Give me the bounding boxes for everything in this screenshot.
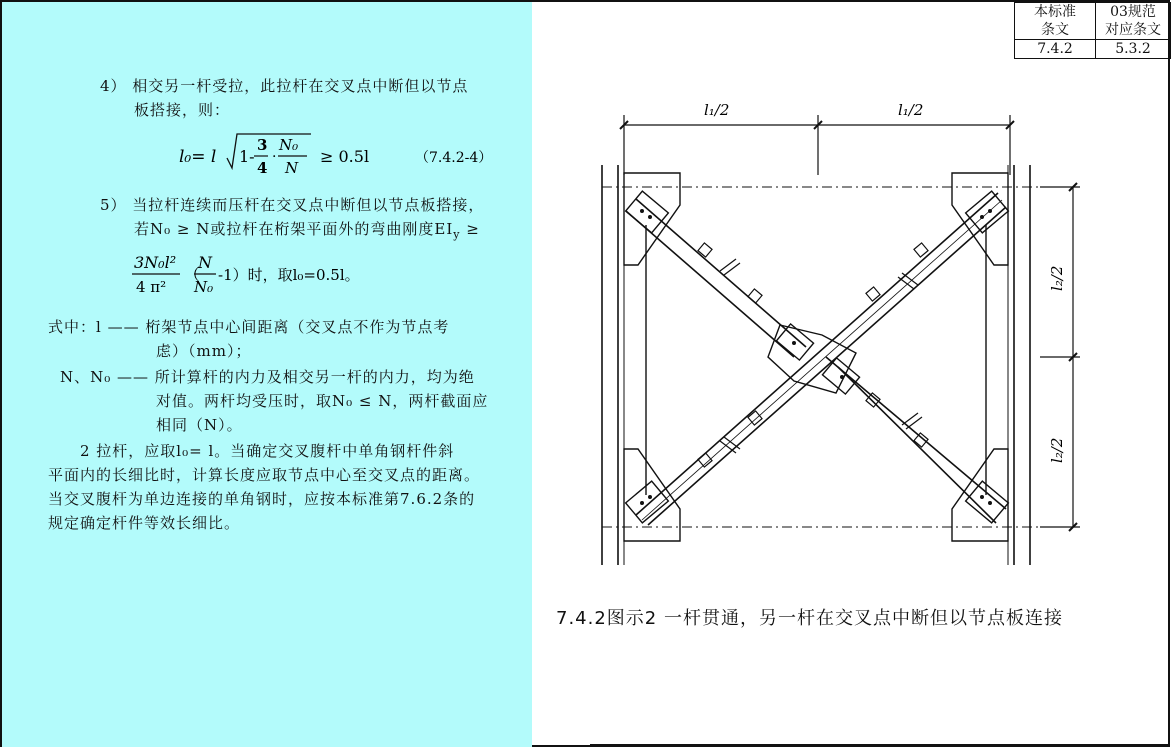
formula-7-4-2-4	[175, 128, 515, 180]
item4-line2: 板搭接，则：	[134, 101, 231, 119]
svg-text:4: 4	[257, 159, 268, 177]
where-line5: 相同（N）。	[156, 416, 243, 434]
para2-line4: 规定确定杆件等效长细比。	[48, 514, 241, 532]
formula-rhs: ≥ 0.5l	[320, 147, 370, 166]
clause-reference-table	[1014, 2, 1171, 59]
dim-top-left: l₁/2	[704, 101, 730, 119]
standard-clause-number: 7.4.2	[1015, 40, 1096, 59]
formula-number: （7.4.2-4）	[415, 150, 493, 166]
dim-right-top: l₂/2	[1048, 265, 1066, 291]
dim-right-bottom: l₂/2	[1048, 437, 1066, 463]
svg-text:·: ·	[272, 149, 277, 165]
where-line3: N、N₀ —— 所计算杆的内力及相交另一杆的内力，均为绝	[60, 368, 475, 386]
svg-text:3: 3	[257, 136, 268, 154]
formula-item5	[130, 244, 460, 300]
svg-text:（: （	[184, 265, 201, 284]
para2-line1: 2 拉杆，应取l₀= l。当确定交叉腹杆中单角钢杆件斜	[80, 442, 455, 460]
header-standard-clause: 本标准 条文	[1015, 3, 1096, 40]
svg-text:N₀: N₀	[194, 278, 214, 296]
svg-text:4 π²: 4 π²	[136, 278, 167, 296]
item5-line1: 5） 当拉杆连续而压杆在交叉点中断但以节点板搭接，	[100, 196, 485, 214]
where-line2: 虑）（mm）；	[156, 342, 252, 360]
bottom-rule	[590, 744, 1168, 746]
cross-bracing-diagram	[580, 95, 1100, 575]
where-line1: 式中：l —— 桁架节点中心间距离（交叉点不作为节点考	[48, 318, 450, 336]
where-line4: 对值。两杆均受压时，取N₀ ≤ N，两杆截面应	[156, 392, 489, 410]
formula-inner: 1-	[239, 147, 255, 166]
svg-text:N: N	[198, 253, 212, 272]
svg-text:N: N	[285, 159, 299, 177]
para2-line3: 当交叉腹杆为单边连接的单角钢时，应按本标准第7.6.2条的	[48, 490, 476, 508]
dim-top-right: l₁/2	[898, 101, 924, 119]
item4-line1: 4） 相交另一杆受拉，此拉杆在交叉点中断但以节点	[100, 77, 469, 95]
item5-line2: 若N₀ ≥ N或拉杆在桁架平面外的弯曲刚度$EI_y$ ≥	[134, 220, 480, 241]
header-03-clause: 03规范 对应条文	[1096, 3, 1171, 40]
para2-line2: 平面内的长细比时，计算长度应取节点中心至交叉点的距离。	[48, 466, 481, 484]
figure-caption: 7.4.2图示2 一杆贯通，另一杆在交叉点中断但以节点板连接	[556, 608, 1063, 629]
svg-text:3N₀l²: 3N₀l²	[134, 253, 177, 272]
svg-text:N₀: N₀	[279, 136, 299, 154]
formula-lhs: l₀= l	[179, 147, 217, 167]
old-clause-number: 5.3.2	[1096, 40, 1171, 59]
svg-text:-1）时，取l₀=0.5l。: -1）时，取l₀=0.5l。	[218, 266, 360, 284]
